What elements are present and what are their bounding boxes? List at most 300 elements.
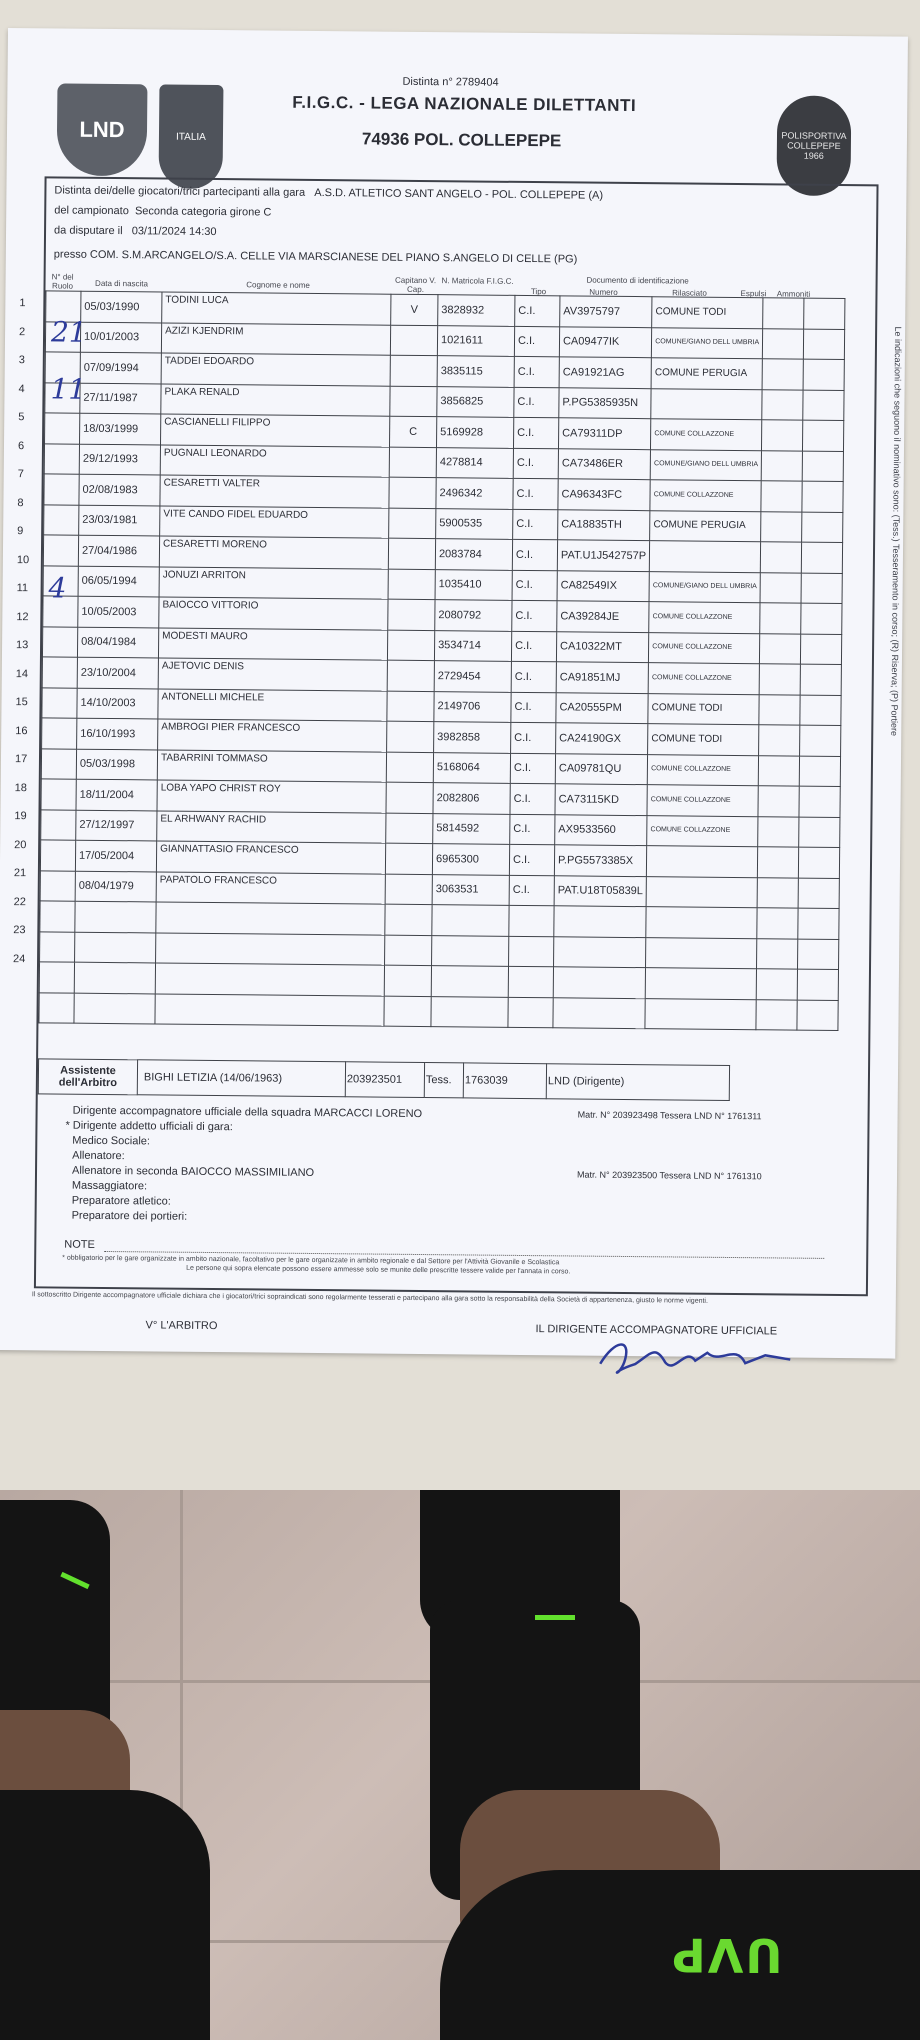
assistant-tess: 1763039 [463,1063,546,1099]
issued-by-cell [650,541,761,573]
expelled-cell [759,694,800,725]
booked-cell [803,359,844,390]
matricola-cell: 1035410 [435,569,512,600]
col-captain: Capitano V. Cap. [395,275,437,295]
assistant-matricola: 203923501 [345,1062,424,1098]
matricola-cell: 5169928 [436,417,513,448]
doc-number-cell: CA73115KD [555,784,647,815]
expelled-cell [761,481,802,512]
doc-type-cell: C.I. [513,417,558,448]
row-number: 4 [18,382,25,395]
doc-number-cell: PAT.U18T05839L [554,875,646,906]
doc-number-cell [553,967,645,998]
row-number: 24 [13,952,26,965]
org-title: F.I.G.C. - LEGA NAZIONALE DILETTANTI [292,92,637,116]
doc-type-cell: C.I. [510,753,555,784]
expelled-cell [758,816,799,847]
matricola-cell: 2496342 [436,478,513,509]
handwritten-shirt-number: 4 [48,571,67,605]
expelled-cell [762,420,803,451]
issued-by-cell [646,937,757,969]
assistant-name: BIGHI LETIZIA (14/06/1963) [137,1060,345,1097]
captain-cell [385,874,432,905]
ruolo-cell [41,809,76,840]
allenatore2-line: Allenatore in seconda BAIOCCO MASSIMILIANO [71,1164,315,1179]
captain-cell [384,996,431,1027]
booked-cell [803,420,844,451]
row-number: 12 [16,610,29,623]
issued-by-cell: COMUNE COLLAZZONE [647,815,758,847]
doc-type-cell: C.I. [511,722,556,753]
booked-cell [797,1000,838,1031]
captain-cell [386,752,433,783]
doc-number-cell: CA79311DP [558,418,650,449]
dob-cell: 05/03/1998 [76,749,157,780]
matricola-cell: 2080792 [435,600,512,631]
doc-number-cell: CA91921AG [559,357,651,388]
col-ammoniti: Ammoniti [776,289,811,299]
assistant-row [38,1058,730,1101]
doc-type-cell: C.I. [509,875,554,906]
issued-by-cell: COMUNE COLLAZZONE [647,785,758,817]
captain-cell [386,813,433,844]
booked-cell [800,664,841,695]
dirigente-line: Dirigente accompagnatore ufficiale della squadra MARCACCI LORENO [72,1104,423,1121]
player-roster-table [38,290,845,1031]
dob-cell: 27/11/1987 [80,383,161,414]
name-cell [156,902,385,935]
booked-cell [801,573,842,604]
declaration: Il sottoscritto Dirigente accompagnatore ufficiale dichiara che i giocatori/trici sopraindicati sono regolarmente tesserati e partecipano alla gara sotto la responsabilità della Società di appartenenza, giusto le norme vigenti. [31,1291,708,1305]
left-shorts [0,1790,210,2040]
distinta-number: Distinta n° 2789404 [402,75,499,89]
captain-cell [388,599,435,630]
dob-cell: 06/05/1994 [78,566,159,597]
issued-by-cell: COMUNE COLLAZZONE [648,663,759,695]
doc-number-cell: CA18835TH [558,509,650,540]
matricola-cell: 3856825 [437,386,514,417]
booked-cell [804,298,845,329]
booked-cell [799,817,840,848]
doc-type-cell: C.I. [511,661,556,692]
col-rilasciato: Rilasciato [672,288,707,298]
booked-cell [799,756,840,787]
issued-by-cell [646,907,757,939]
booked-cell [802,512,843,543]
row-number: 17 [14,753,28,766]
row-number: 9 [17,525,24,538]
handwritten-shirt-number: 11 [50,371,87,406]
row-number: 23 [13,924,26,937]
issued-by-cell [646,876,757,908]
captain-cell [385,843,432,874]
captain-cell: C [389,416,436,447]
dob-cell: 29/12/1993 [79,444,160,475]
doc-type-cell: C.I. [509,844,554,875]
venue-line: presso COM. S.M.ARCANGELO/S.A. CELLE VIA MARSCIANESE DEL PIANO S.ANGELO DI CELLE (PG) [53,248,578,266]
ruolo-cell [40,870,75,901]
matricola-cell: 2083784 [435,539,512,570]
doc-number-cell: CA10322MT [556,631,648,662]
club-title: 74936 POL. COLLEPEPE [361,129,562,151]
matricola-cell: 3828932 [438,295,515,326]
row-number: 7 [17,468,24,481]
booked-cell [798,908,839,939]
shoe-logo: UVP [670,1928,783,1982]
ruolo-cell [42,657,77,688]
preparatore-atletico-line: Preparatore atletico: [71,1194,171,1208]
col-ruolo: N° del Ruolo [51,272,74,291]
handwritten-shirt-number: 21 [50,314,87,349]
row-number: 19 [14,810,27,823]
medico-line: Medico Sociale: [72,1134,151,1148]
captain-cell [385,935,432,966]
matricola-cell: 3835115 [437,356,514,387]
fine-print-1: * obbligatorio per le gare organizzate in ambito nazionale, facoltativo per le gare organizzate in ambito regionale e dal Settore per l'Attività Giovanile e Scolastica [62,1254,560,1267]
row-number: 10 [16,553,30,566]
doc-type-cell: C.I. [510,783,555,814]
dob-cell: 18/11/2004 [76,779,157,810]
captain-cell [387,630,434,661]
name-cell: TADDEI EDOARDO [161,353,390,386]
name-cell: AMBROGI PIER FRANCESCO [158,719,387,752]
doc-number-cell: CA09477IK [559,326,651,357]
dob-cell: 10/01/2003 [80,322,161,353]
row-number: 14 [15,667,29,680]
row-number: 3 [18,354,25,367]
col-document: Documento di identificazione [586,275,689,286]
ruolo-cell [45,413,80,444]
row-number: 13 [16,639,29,652]
match-roster-sheet [0,28,908,1359]
expelled-cell [758,786,799,817]
matricola-cell [432,905,509,936]
ruolo-cell [42,718,77,749]
doc-type-cell: C.I. [514,326,559,357]
row-number: 18 [14,781,28,794]
name-cell: VITE CANDO FIDEL EDUARDO [160,505,389,538]
doc-type-cell: C.I. [512,539,557,570]
booked-cell [797,969,838,1000]
addetto-line: * Dirigente addetto ufficiali di gara: [65,1119,233,1134]
expelled-cell [756,999,797,1030]
doc-number-cell: P.PG5385935N [559,387,651,418]
issued-by-cell: COMUNE TODI [648,693,759,725]
dob-cell [74,962,155,993]
col-matricola: N. Matricola F.I.G.C. [441,276,514,286]
issued-by-cell: COMUNE PERUGIA [651,358,762,390]
side-note: Le indicazioni che seguono il nominativo sono: (Tess.) Tesseramento in corso; (R) Riserva; (P) Portiere [889,326,904,737]
row-number: 15 [15,696,28,709]
matricola-cell: 1021611 [437,325,514,356]
booked-cell [803,390,844,421]
matricola-cell: 2082806 [433,783,510,814]
matricola-cell: 2729454 [434,661,511,692]
dirigente-id: Matr. N° 203923498 Tessera LND N° 1761311 [577,1109,762,1122]
preparatore-portieri-line: Preparatore dei portieri: [71,1209,188,1223]
doc-number-cell: CA39284JE [557,601,649,632]
row-number: 22 [13,895,26,908]
dob-cell: 05/03/1990 [81,291,162,322]
matricola-cell: 3534714 [434,630,511,661]
row-number: 8 [17,496,24,509]
captain-cell [389,447,436,478]
date-line: da disputare il 03/11/2024 14:30 [54,224,217,239]
dob-cell: 07/09/1994 [80,352,161,383]
doc-type-cell: C.I. [513,509,558,540]
expelled-cell [757,938,798,969]
doc-type-cell: C.I. [515,295,560,326]
issued-by-cell [645,998,756,1030]
matricola-cell: 6965300 [432,844,509,875]
doc-type-cell: C.I. [512,600,557,631]
doc-type-cell [509,936,554,967]
doc-type-cell: C.I. [513,448,558,479]
ruolo-cell [41,748,76,779]
captain-cell [390,386,437,417]
dob-cell: 10/05/2003 [78,596,159,627]
dob-cell [75,932,156,963]
matricola-cell: 5168064 [433,752,510,783]
row-number: 2 [19,325,26,338]
booked-cell [800,695,841,726]
dob-cell: 08/04/1984 [77,627,158,658]
booked-cell [802,451,843,482]
assistant-tess-label: Tess. [424,1063,463,1098]
matricola-cell: 5900535 [436,508,513,539]
booked-cell [798,939,839,970]
col-dob: Data di nascita [95,278,149,289]
massaggiatore-line: Massaggiatore: [71,1179,148,1193]
doc-number-cell [554,906,646,937]
expelled-cell [760,572,801,603]
issued-by-cell: COMUNE COLLAZZONE [650,480,761,512]
club-logo: POLISPORTIVA COLLEPEPE 1966 [776,95,851,196]
name-cell [155,963,384,996]
italia-logo: ITALIA [158,84,223,189]
expelled-cell [758,755,799,786]
doc-number-cell: CA82549IX [557,570,649,601]
issued-by-cell [647,846,758,878]
expelled-cell [761,511,802,542]
ruolo-cell [40,901,75,932]
ruolo-cell [42,687,77,718]
name-cell: ANTONELLI MICHELE [158,688,387,721]
issued-by-cell: COMUNE COLLAZZONE [649,632,760,664]
issued-by-cell: COMUNE TODI [652,297,763,329]
name-cell: TODINI LUCA [162,292,391,325]
championship-line: del campionato Seconda categoria girone C [54,204,272,219]
expelled-cell [761,450,802,481]
matricola-cell: 2149706 [434,691,511,722]
expelled-cell [757,877,798,908]
ruolo-cell [39,962,74,993]
doc-type-cell: C.I. [511,692,556,723]
doc-number-cell: PAT.U1J542757P [557,540,649,571]
expelled-cell [762,389,803,420]
name-cell [155,993,384,1026]
col-espulsi: Espulsi [740,289,767,299]
dob-cell: 16/10/1993 [77,718,158,749]
allenatore2-id: Matr. N° 203923500 Tessera LND N° 1761310 [576,1169,762,1182]
captain-cell [387,660,434,691]
matricola-cell [431,996,508,1027]
assistant-role: LND (Dirigente) [546,1064,729,1101]
doc-type-cell: C.I. [512,570,557,601]
captain-cell [386,782,433,813]
captain-cell: V [391,294,438,325]
captain-cell [388,569,435,600]
expelled-cell [762,359,803,390]
captain-cell [389,508,436,539]
note-label: NOTE [64,1238,95,1251]
issued-by-cell: COMUNE COLLAZZONE [647,754,758,786]
doc-type-cell: C.I. [513,478,558,509]
expelled-cell [760,542,801,573]
dob-cell: 23/03/1981 [79,505,160,536]
row-number: 1 [19,297,26,310]
expelled-cell [758,847,799,878]
doc-type-cell [508,966,553,997]
name-cell: EL ARHWANY RACHID [157,810,386,843]
booked-cell [801,603,842,634]
col-name: Cognome e nome [246,280,310,290]
match-line: Distinta dei/delle giocatori/trici partecipanti alla gara A.S.D. ATLETICO SANT ANGELO - POL. COLLEPEPE (A) [54,184,604,202]
doc-type-cell: C.I. [511,631,556,662]
ruolo-cell [42,626,77,657]
booked-cell [804,329,845,360]
row-number: 11 [16,582,29,595]
dob-cell [75,901,156,932]
doc-number-cell: CA20555PM [556,692,648,723]
booked-cell [801,542,842,573]
booked-cell [799,786,840,817]
dob-cell: 27/04/1986 [78,535,159,566]
doc-type-cell: C.I. [510,814,555,845]
dob-cell: 02/08/1983 [79,474,160,505]
expelled-cell [759,725,800,756]
name-cell [156,932,385,965]
name-cell: CASCIANELLI FILIPPO [161,414,390,447]
ruolo-cell [40,931,75,962]
doc-number-cell: AX9533560 [555,814,647,845]
name-cell: AJETOVIC DENIS [158,658,387,691]
row-number: 5 [18,411,25,424]
expelled-cell [759,664,800,695]
booked-cell [801,634,842,665]
issued-by-cell: COMUNE COLLAZZONE [651,419,762,451]
name-cell: PUGNALI LEONARDO [160,444,389,477]
dob-cell [74,993,155,1024]
dob-cell: 14/10/2003 [77,688,158,719]
issued-by-cell: COMUNE PERUGIA [650,510,761,542]
issued-by-cell: COMUNE COLLAZZONE [649,602,760,634]
issued-by-cell: COMUNE/GIANO DELL UMBRIA [649,571,760,603]
matricola-cell: 3063531 [432,874,509,905]
name-cell: LOBA YAPO CHRIST ROY [157,780,386,813]
expelled-cell [760,603,801,634]
expelled-cell [760,633,801,664]
doc-type-cell: C.I. [514,356,559,387]
expelled-cell [763,298,804,329]
matricola-cell [431,966,508,997]
doc-number-cell: CA73486ER [558,448,650,479]
doc-number-cell: CA24190GX [556,723,648,754]
ruolo-cell [39,992,74,1023]
issued-by-cell: COMUNE/GIANO DELL UMBRIA [652,327,763,359]
ruolo-cell [40,840,75,871]
name-cell: BAIOCCO VITTORIO [159,597,388,630]
assistant-label: Assistente dell'Arbitro [38,1059,137,1095]
name-cell: JONUZI ARRITON [159,566,388,599]
captain-cell [385,904,432,935]
expelled-cell [756,969,797,1000]
doc-number-cell: CA91851MJ [556,662,648,693]
ruolo-cell [43,535,78,566]
name-cell: PAPATOLO FRANCESCO [156,871,385,904]
matricola-cell: 4278814 [436,447,513,478]
dirigente-sign-label: IL DIRIGENTE ACCOMPAGNATORE UFFICIALE [535,1323,778,1338]
doc-number-cell: CA96343FC [558,479,650,510]
captain-cell [390,325,437,356]
expelled-cell [763,328,804,359]
name-cell: CESARETTI MORENO [159,536,388,569]
dob-cell: 23/10/2004 [77,657,158,688]
doc-number-cell: AV3975797 [560,296,652,327]
col-numero: Numero [589,287,618,297]
captain-cell [388,538,435,569]
name-cell: TABARRINI TOMMASO [157,749,386,782]
ruolo-cell [44,504,79,535]
tiled-floor [0,1490,920,2040]
referee-label: V° L'ARBITRO [145,1319,218,1333]
allenatore-line: Allenatore: [72,1149,125,1163]
matricola-cell [432,935,509,966]
doc-number-cell: CA09781QU [555,753,647,784]
doc-number-cell [554,936,646,967]
dob-cell: 18/03/1999 [80,413,161,444]
doc-number-cell: P.PG5573385X [554,845,646,876]
issued-by-cell: COMUNE TODI [648,724,759,756]
captain-cell [387,721,434,752]
lnd-logo: LND [57,83,148,176]
ruolo-cell [44,443,79,474]
row-number: 21 [13,867,27,880]
booked-cell [798,878,839,909]
row-number: 6 [17,439,25,452]
ruolo-cell [41,779,76,810]
issued-by-cell [651,388,762,420]
name-cell: CESARETTI VALTER [160,475,389,508]
captain-cell [389,477,436,508]
row-number: 16 [15,724,28,737]
dob-cell: 27/12/1997 [76,810,157,841]
fine-print-2: Le persone qui sopra elencate possono essere ammesse solo se munite delle prescritte tessere valide per l'annata in corso. [186,1264,571,1276]
col-tipo: Tipo [530,287,547,297]
booked-cell [799,847,840,878]
handwritten-signature [595,1334,795,1380]
name-cell: MODESTI MAURO [158,627,387,660]
captain-cell [384,965,431,996]
row-number: 20 [14,838,27,851]
booked-cell [800,725,841,756]
name-cell: AZIZI KJENDRIM [161,322,390,355]
name-cell: PLAKA RENALD [161,383,390,416]
captain-cell [387,691,434,722]
issued-by-cell: COMUNE/GIANO DELL UMBRIA [650,449,761,481]
doc-type-cell [508,997,553,1028]
booked-cell [802,481,843,512]
